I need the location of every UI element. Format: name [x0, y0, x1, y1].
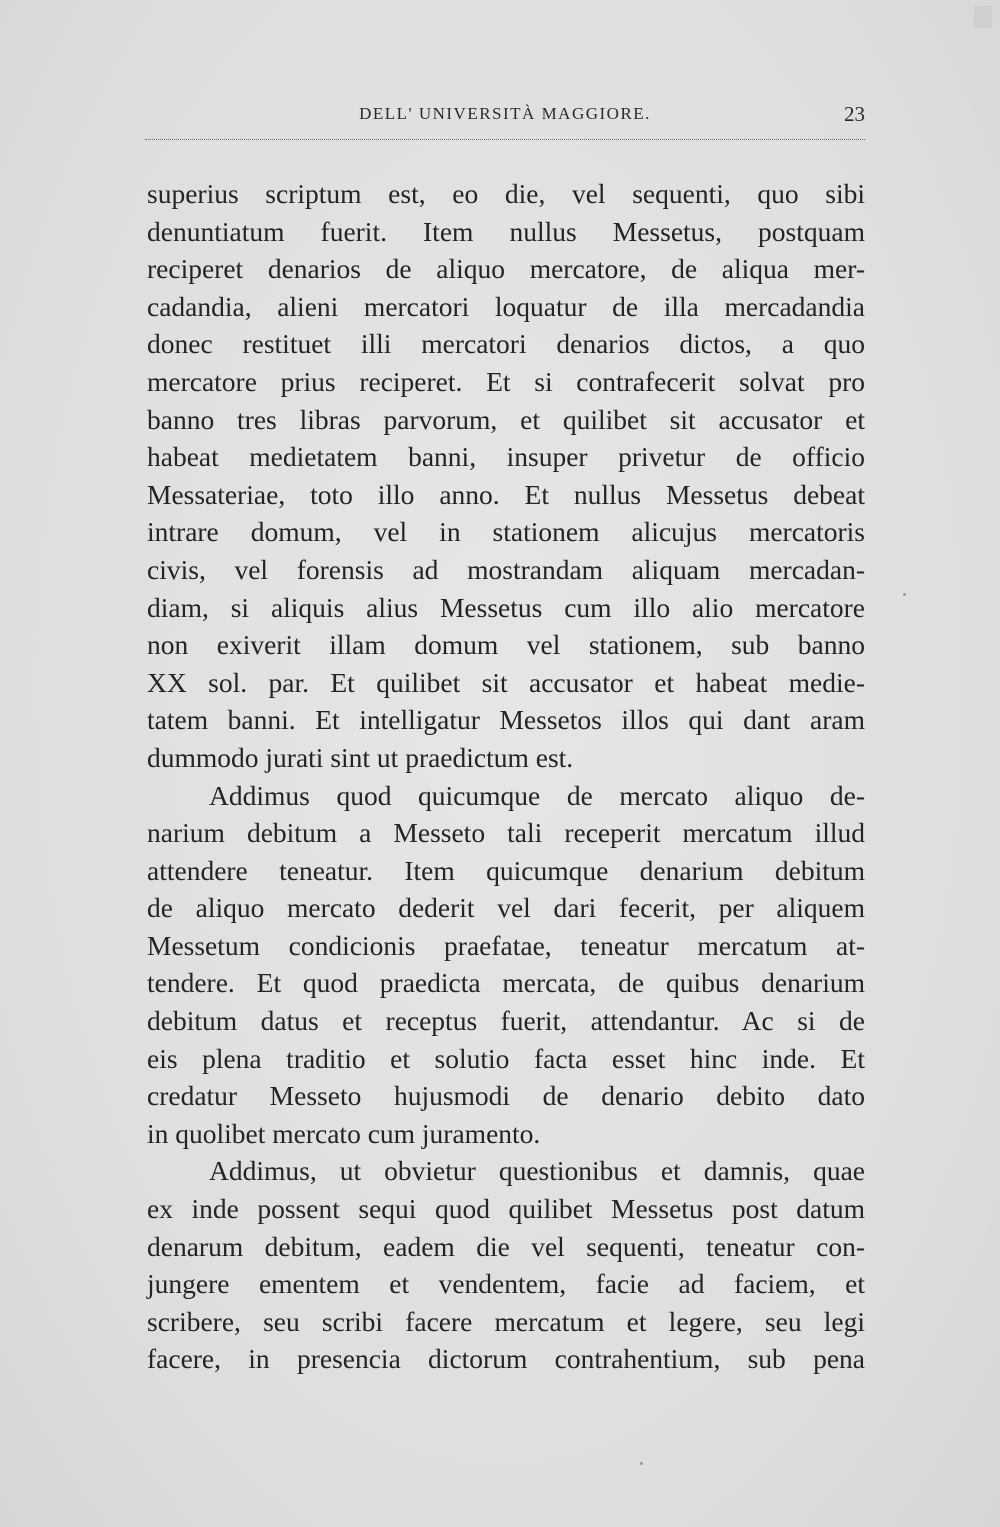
text-line: credatur Messeto hujusmodi de denario debito dato [147, 1080, 865, 1112]
text-line: banno tres libras parvorum, et quilibet sit accusator et [147, 403, 865, 435]
text-line: eis plena traditio et solutio facta esset hinc inde. Et [147, 1042, 865, 1074]
text-line: habeat medietatem banni, insuper privetur de officio [147, 441, 865, 473]
text-line: Addimus, ut obvietur questionibus et damnis, quae [209, 1155, 865, 1187]
text-line: narium debitum a Messeto tali receperit mercatum illud [147, 817, 865, 849]
page-number: 23 [844, 102, 865, 126]
text-line: denarum debitum, eadem die vel sequenti, teneatur con- [147, 1230, 865, 1262]
text-line: denuntiatum fuerit. Item nullus Messetus, postquam [147, 215, 865, 247]
text-line: de aliquo mercato dederit vel dari fecerit, per aliquem [147, 892, 865, 924]
text-line: superius scriptum est, eo die, vel sequenti, quo sibi [147, 178, 865, 209]
text-line: civis, vel forensis ad mostrandam aliquam mercadan- [147, 553, 865, 585]
text-line: Messateriae, toto illo anno. Et nullus Messetus debeat [147, 478, 865, 510]
text-line: jungere ementem et vendentem, facie ad faciem, et [147, 1268, 865, 1300]
text-line: diam, si aliquis alius Messetus cum illo alio mercatore [147, 591, 865, 623]
body-text [147, 175, 865, 1378]
running-title: DELL' UNIVERSITÀ MAGGIORE. [359, 104, 651, 123]
text-line: in quolibet mercato cum juramento. [147, 1117, 541, 1149]
text-line: dummodo jurati sint ut praedictum est. [147, 741, 574, 773]
text-line: debitum datus et receptus fuerit, attendantur. Ac si de [147, 1005, 865, 1037]
text-line: XX sol. par. Et quilibet sit accusator et habeat medie- [147, 666, 865, 698]
text-line: reciperet denarios de aliquo mercatore, de aliqua mer- [147, 253, 865, 285]
text-line: donec restituet illi mercatori denarios dictos, a quo [147, 328, 865, 360]
paper-speck [640, 1462, 643, 1465]
text-line: tatem banni. Et intelligatur Messetos illos qui dant aram [147, 704, 865, 736]
text-line: attendere teneatur. Item quicumque denarium debitum [147, 854, 865, 886]
text-line: Addimus quod quicumque de mercato aliquo de- [209, 779, 865, 811]
text-line: intrare domum, vel in stationem alicujus mercatoris [147, 516, 865, 548]
text-line: tendere. Et quod praedicta mercata, de quibus denarium [147, 967, 865, 999]
text-line: ex inde possent sequi quod quilibet Messetus post datum [147, 1193, 865, 1225]
dotted-rule [145, 139, 865, 140]
text-line: scribere, seu scribi facere mercatum et legere, seu legi [147, 1305, 865, 1337]
text-line: Messetum condicionis praefatae, teneatur mercatum at- [147, 929, 865, 961]
running-head [145, 98, 865, 138]
text-line: non exiverit illam domum vel stationem, sub banno [147, 629, 865, 661]
text-line: cadandia, alieni mercatori loquatur de illa mercadandia [147, 290, 865, 322]
text-line: facere, in presencia dictorum contrahentium, sub pena [147, 1343, 865, 1375]
paper-speck [903, 593, 906, 596]
text-line: mercatore prius reciperet. Et si contrafecerit solvat pro [147, 365, 865, 397]
paper-speck [974, 6, 992, 28]
